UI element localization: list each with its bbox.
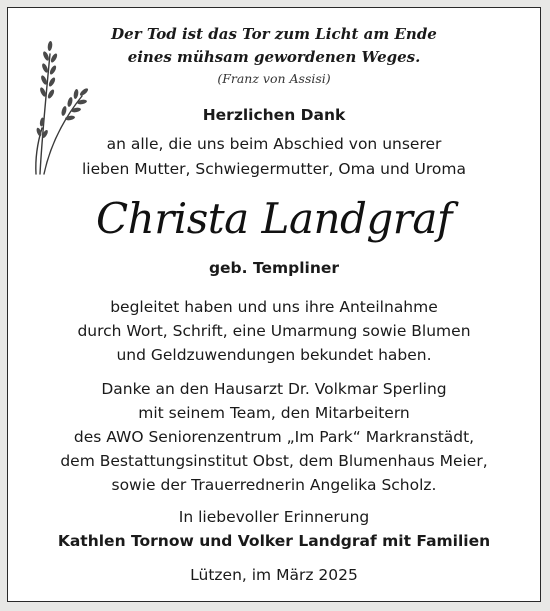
quote-line-1: Der Tod ist das Tor zum Licht am Ende [111,25,437,43]
closing-line: In liebevoller Erinnerung [178,508,370,526]
paragraph1-line-1: begleitet haben und uns ihre Anteilnahme [110,298,438,316]
signers: Kathlen Tornow und Volker Landgraf mit Familien [57,532,491,550]
place-date: Lützen, im März 2025 [190,566,358,584]
quote-source: (Franz von Assisi) [217,71,331,86]
paragraph2-line-1: Danke an den Hausarzt Dr. Volkmar Sperling [101,380,447,398]
birth-name: geb. Templiner [208,259,340,277]
thanks-line-2: lieben Mutter, Schwiegermutter, Oma und Uroma [81,160,466,178]
obituary-card [7,7,541,602]
thanks-heading: Herzlichen Dank [202,106,346,124]
thanks-line-1: an alle, die uns beim Abschied von unserer [106,135,442,153]
paragraph1-line-2: durch Wort, Schrift, eine Umarmung sowie Blumen [77,322,471,340]
paragraph2-line-5: sowie der Trauerrednerin Angelika Scholz. [111,476,437,494]
deceased-name: Christa Landgraf [96,194,452,243]
paragraph2-line-2: mit seinem Team, den Mitarbeitern [138,404,410,422]
paragraph2-line-3: des AWO Seniorenzentrum „Im Park“ Markranstädt, [73,428,475,446]
quote-line-2: eines mühsam gewordenen Weges. [127,48,421,66]
paragraph1-line-3: und Geldzuwendungen bekundet haben. [116,346,432,364]
paragraph2-line-4: dem Bestattungsinstitut Obst, dem Blumenhaus Meier, [60,452,488,470]
